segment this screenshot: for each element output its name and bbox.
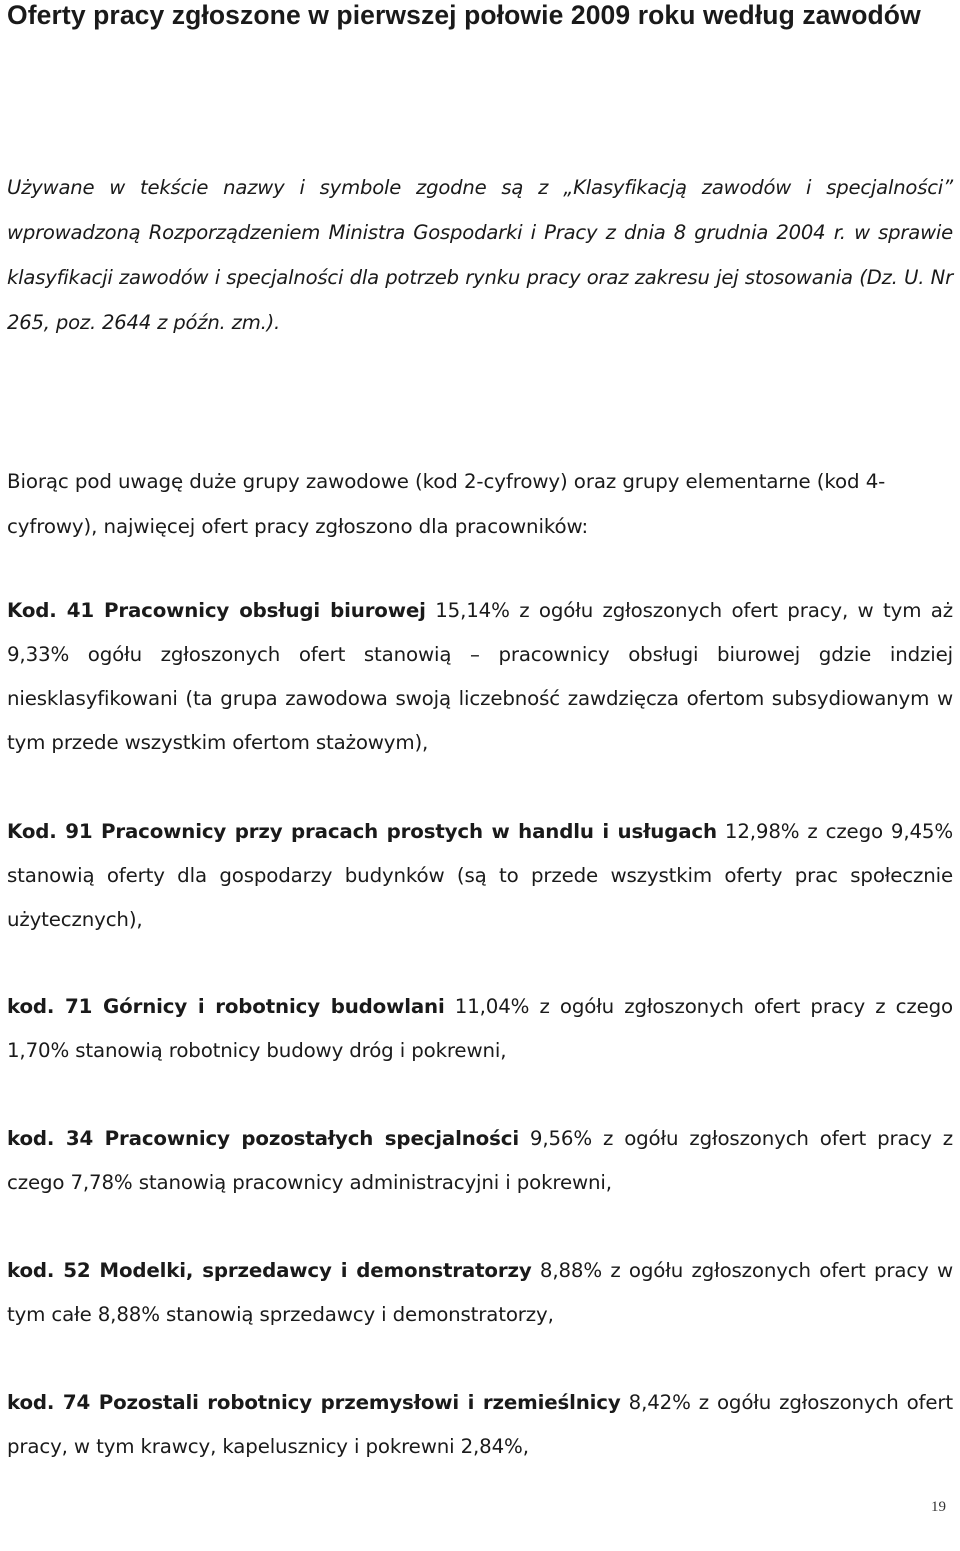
entry-kod-52 — [7, 1249, 953, 1337]
entry-text: 15,14% z ogółu zgłoszonych ofert pracy, w tym aż 9,33% ogółu zgłoszonych ofert stanowią – pracownicy obsługi biurowej gdzie indziej niesklasyfikowani (ta grupa zawodowa swoją liczebność zawdzięcza ofertom subsydiowanym w tym przede wszystkim ofertom stażowym), — [7, 599, 953, 754]
entry-code: kod. 74 Pozostali robotnicy przemysłowi i rzemieślnicy — [7, 1391, 621, 1414]
entry-code: Kod. 41 Pracownicy obsługi biurowej — [7, 599, 426, 622]
entry-text: 12,98% z czego 9,45% stanowią oferty dla gospodarzy budynków (są to przede wszystkim oferty prac społecznie użytecznych), — [7, 820, 953, 931]
entry-kod-91 — [7, 810, 953, 942]
classification-note: Używane w tekście nazwy i symbole zgodne są z „Klasyfikacją zawodów i specjalności” wprowadzoną Rozporządzeniem Ministra Gospodarki i Pracy z dnia 8 grudnia 2004 r. w sprawie klasyfikacji zawodów i specjalności dla potrzeb rynku pracy oraz zakresu jej stosowania (Dz. U. Nr 265, poz. 2644 z późn. zm.). — [7, 176, 953, 334]
entry-code: kod. 52 Modelki, sprzedawcy i demonstratorzy — [7, 1259, 532, 1282]
document-title: Oferty pracy zgłoszone w pierwszej połowie 2009 roku według zawodów — [7, 0, 921, 30]
entry-kod-41 — [7, 589, 953, 765]
entry-kod-34 — [7, 1117, 953, 1205]
entry-text: 9,56% z ogółu zgłoszonych ofert pracy z czego 7,78% stanowią pracownicy administracyjni i pokrewni, — [7, 1127, 953, 1194]
entry-text: 11,04% z ogółu zgłoszonych ofert pracy z czego 1,70% stanowią robotnicy budowy dróg i pokrewni, — [7, 995, 953, 1062]
entry-kod-74 — [7, 1381, 953, 1469]
intro-paragraph: Biorąc pod uwagę duże grupy zawodowe (kod 2-cyfrowy) oraz grupy elementarne (kod 4-cyfrowy), najwięcej ofert pracy zgłoszono dla pracowników: — [7, 470, 886, 538]
entry-code: kod. 34 Pracownicy pozostałych specjalności — [7, 1127, 519, 1150]
entry-text: 8,42% z ogółu zgłoszonych ofert pracy, w tym krawcy, kapelusznicy i pokrewni 2,84%, — [7, 1391, 953, 1458]
entry-code: kod. 71 Górnicy i robotnicy budowlani — [7, 995, 445, 1018]
entry-kod-71 — [7, 985, 953, 1073]
entry-code: Kod. 91 Pracownicy przy pracach prostych w handlu i usługach — [7, 820, 717, 843]
entry-text: 8,88% z ogółu zgłoszonych ofert pracy w tym całe 8,88% stanowią sprzedawcy i demonstratorzy, — [7, 1259, 953, 1326]
page-number: 19 — [931, 1499, 946, 1515]
